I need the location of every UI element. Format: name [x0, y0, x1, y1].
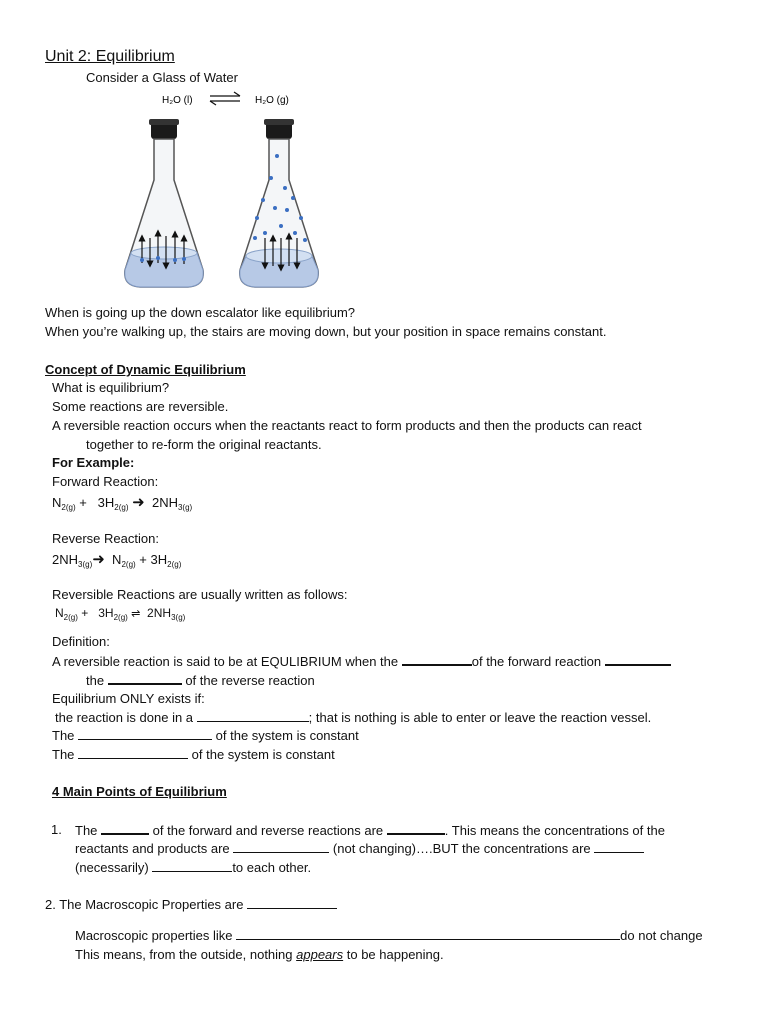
definition-label: Definition: [52, 634, 110, 649]
definition-line-2: the of the reverse reaction [86, 673, 315, 688]
concept-question: What is equilibrium? [52, 380, 170, 395]
reversible-equation: $N_{2(g)} + 3H_{2(g)}$ ⇌ $2NH_{3(g)}$ [55, 606, 186, 622]
definition-line-1: A reversible reaction is said to be at EQULIBRIUM when the of the forward reaction [52, 653, 671, 669]
escalator-question: When is going up the down escalator like equilibrium? [45, 305, 356, 320]
flasks-figure [100, 88, 390, 296]
point-2-line-1: Macroscopic properties like do not change [75, 928, 703, 943]
exists-condition-2: The of the system is constant [52, 728, 359, 743]
reversible-written-label: Reversible Reactions are usually written as follows: [52, 587, 348, 602]
point-2: 2. The Macroscopic Properties are [45, 897, 337, 912]
label-liquid-water: H₂O (l) [162, 95, 193, 106]
page-title: Unit 2: Equilibrium [45, 48, 175, 65]
concept-line-2: A reversible reaction occurs when the reactants react to form products and then the products can react [52, 418, 642, 433]
point-1-line-3: (necessarily) to each other. [75, 860, 312, 875]
exists-condition-3: The of the system is constant [52, 747, 335, 762]
exists-label: Equilibrium ONLY exists if: [52, 691, 205, 706]
point-1-line-1: The of the forward and reverse reactions are . This means the concentrations of the [75, 823, 665, 838]
reverse-reaction-label: Reverse Reaction: [52, 531, 159, 546]
concept-line-1: Some reactions are reversible. [52, 399, 229, 414]
section-heading-concept: Concept of Dynamic Equilibrium [45, 362, 246, 377]
section-heading-main-points: 4 Main Points of Equilibrium [52, 784, 227, 799]
reverse-reaction-equation: $2NH_{3(g)}➜$ $N_{2(g)} + 3H_{2(g)}$ [52, 551, 182, 569]
exists-condition-1: the reaction is done in a ; that is nothing is able to enter or leave the reaction vessel. [55, 710, 652, 725]
escalator-answer: When you’re walking up, the stairs are moving down, but your position in space remains constant. [45, 324, 607, 339]
forward-reaction-equation: $N_{2(g)} + 3H_{2(g)}$ ➜ $2NH_{3(g)}$ [52, 494, 193, 512]
equilibrium-arrow-icon [210, 92, 240, 105]
point-1-number: 1. [51, 822, 62, 837]
right-flask [240, 119, 318, 287]
point-2-line-2: This means, from the outside, nothing appears to be happening. [75, 947, 444, 962]
label-gas-water: H₂O (g) [255, 95, 289, 106]
appears-emphasis: appears [296, 947, 344, 962]
concept-line-3: together to re-form the original reactants. [86, 437, 322, 452]
example-heading: For Example: [52, 455, 135, 470]
point-1-line-2: reactants and products are (not changing)….BUT the concentrations are [75, 841, 644, 856]
left-flask [125, 119, 203, 287]
forward-reaction-label: Forward Reaction: [52, 474, 159, 489]
subtitle: Consider a Glass of Water [86, 70, 238, 85]
